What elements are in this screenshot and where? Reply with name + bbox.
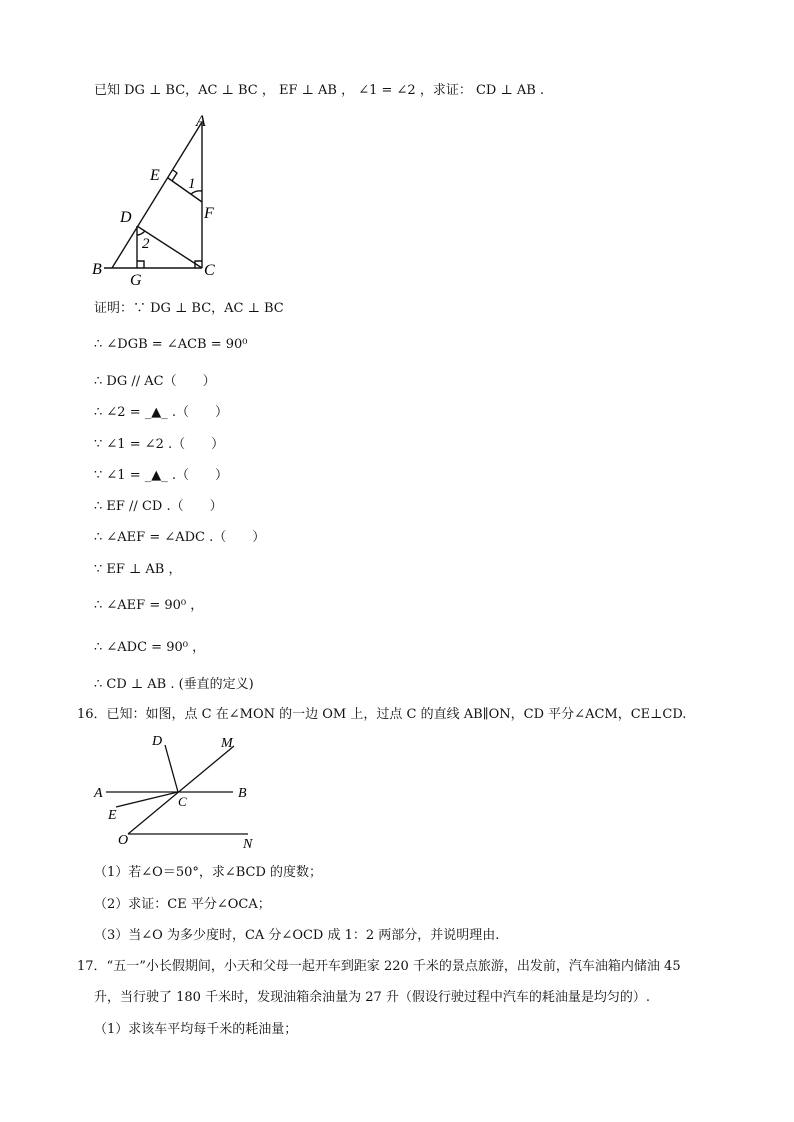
angle-2-arc — [137, 231, 145, 235]
right-angle-g — [137, 261, 144, 268]
question-17-line-1: 17．“五一”小长假期间，小天和父母一起开车到距家 220 千米的景点旅游，出发前，汽车油箱内储油 45 — [77, 959, 681, 974]
label-m: M — [221, 736, 233, 751]
proof-step-1: ∴ ∠DGB = ∠ACB = 90⁰ — [94, 337, 248, 352]
question-17-line-2: 升，当行驶了 180 千米时，发现油箱余油量为 27 升（假设行驶过程中汽车的耗油量是均匀的）. — [94, 990, 651, 1005]
proof-step-3: ∴ ∠2 = _▲_ .（ ） — [94, 405, 228, 420]
segment-ab — [112, 122, 202, 268]
triangle-figure — [88, 110, 228, 285]
segment-ef — [168, 178, 202, 202]
proof-step-11: ∴ CD ⊥ AB . (垂直的定义) — [94, 677, 254, 692]
proof-start: 证明：∵ DG ⊥ BC，AC ⊥ BC — [94, 301, 284, 316]
label-g: G — [130, 272, 142, 285]
label-2: 2 — [142, 236, 150, 252]
proof-step-8: ∵ EF ⊥ AB ， — [94, 562, 182, 577]
proof-step-2: ∴ DG // AC（ ） — [94, 374, 216, 389]
label-d2: D — [152, 734, 163, 749]
label-e2: E — [108, 808, 117, 823]
label-1: 1 — [188, 176, 196, 192]
proof-step-5: ∵ ∠1 = _▲_ .（ ） — [94, 468, 228, 483]
proof-step-10: ∴ ∠ADC = 90⁰ ， — [94, 640, 206, 655]
proof-step-9: ∴ ∠AEF = 90⁰ ， — [94, 598, 204, 613]
question-16-part-1: （1）若∠O＝50°，求∠BCD 的度数； — [94, 865, 323, 880]
label-f: F — [204, 205, 214, 222]
given-line: 已知 DG ⊥ BC，AC ⊥ BC ， EF ⊥ AB ， ∠1 = ∠2 ，求证： CD ⊥ AB . — [94, 83, 545, 98]
question-16-part-3: （3）当∠O 为多少度时，CA 分∠OCD 成 1：2 两部分，并说明理由. — [94, 928, 500, 943]
label-c: C — [204, 262, 215, 279]
label-a2: A — [94, 786, 103, 801]
label-e: E — [150, 167, 160, 184]
question-17-part-1: （1）求该车平均每千米的耗油量； — [94, 1022, 298, 1037]
proof-step-4: ∵ ∠1 = ∠2 .（ ） — [94, 437, 225, 452]
label-b2: B — [238, 786, 247, 801]
angle-figure — [88, 730, 268, 850]
question-16: 16．已知：如图，点 C 在∠MON 的一边 OM 上，过点 C 的直线 AB∥ON，CD 平分∠ACM，CE⊥CD. — [77, 707, 687, 722]
label-c2: C — [178, 794, 187, 809]
ray-om — [128, 746, 234, 834]
label-o: O — [118, 833, 129, 848]
ray-cd — [165, 745, 178, 792]
question-16-part-2: （2）求证：CE 平分∠OCA； — [94, 897, 271, 912]
label-b: B — [92, 261, 102, 278]
label-n: N — [243, 837, 253, 850]
label-a: A — [196, 113, 206, 130]
label-d: D — [120, 209, 132, 226]
proof-step-7: ∴ ∠AEF = ∠ADC .（ ） — [94, 530, 266, 545]
proof-step-6: ∴ EF // CD .（ ） — [94, 499, 223, 514]
right-angle-e — [172, 170, 177, 181]
